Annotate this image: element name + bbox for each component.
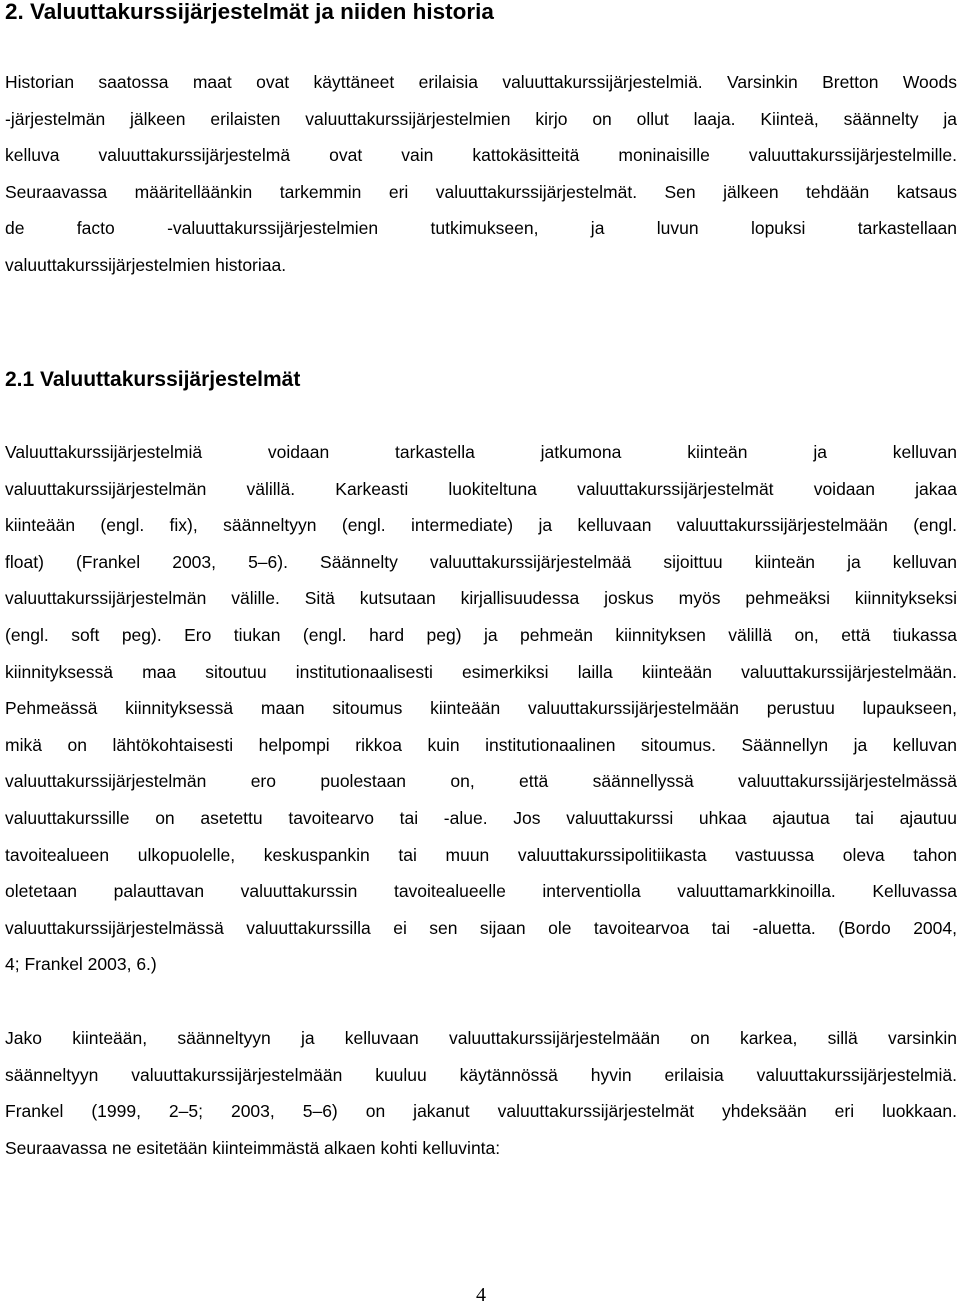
text-line: valuuttakurssijärjestelmien historiaa. [5,254,287,275]
text-line: valuuttakurssijärjestelmän ero puolestaan on, että säännellyssä valuuttakurssijärjestelmässä [5,771,957,792]
text-line: kiinteään (engl. fix), säänneltyyn (engl. intermediate) ja kelluvaan valuuttakurssijärjestelmään (engl. [5,515,957,536]
text-line: tavoitealueen ulkopuolelle, keskuspankin tai muun valuuttakurssipolitiikasta vastuussa oleva tahon [5,844,957,865]
text-line: kelluva valuuttakurssijärjestelmä ovat vain kattokäsitteitä moninaisille valuuttakurssijärjestelmille. [5,145,957,166]
text-line: valuuttakurssijärjestelmän välillä. Karkeasti luokiteltuna valuuttakurssijärjestelmät voidaan jakaa [5,478,957,499]
text-line: säänneltyyn valuuttakurssijärjestelmään kuuluu käytännössä hyvin erilaisia valuuttakurssijärjestelmiä. [5,1064,957,1085]
body-paragraph [5,1020,957,1166]
text-line: float) (Frankel 2003, 5–6). Säännelty valuuttakurssijärjestelmää sijoittuu kiinteän ja kelluvan [5,551,957,572]
text-line: Jako kiinteään, säänneltyyn ja kelluvaan valuuttakurssijärjestelmään on karkea, sillä varsinkin [5,1028,957,1048]
text-line: -järjestelmän jälkeen erilaisten valuuttakurssijärjestelmien kirjo on ollut laaja. Kiinteä, säännelty ja [5,108,957,129]
text-line: valuuttakurssijärjestelmän välille. Sitä kutsutaan kirjallisuudessa joskus myös pehmeäksi kiinnitykseksi [5,588,957,609]
text-line: de facto -valuuttakurssijärjestelmien tutkimukseen, ja luvun lopuksi tarkastellaan [5,218,957,239]
text-line: mikä on lähtökohtaisesti helpompi rikkoa kuin institutionaalinen sitoumus. Säännellyn ja kelluvan [5,734,957,755]
text-line: oletetaan palauttavan valuuttakurssin tavoitealueelle interventiolla valuuttamarkkinoilla. Kelluvassa [5,881,957,902]
text-line: valuuttakurssijärjestelmässä valuuttakurssilla ei sen sijaan ole tavoitearvoa tai -aluetta. (Bordo 2004, [5,917,957,938]
text-line: Historian saatossa maat ovat käyttäneet erilaisia valuuttakurssijärjestelmiä. Varsinkin Bretton Woods [5,72,957,92]
subsection-heading: 2.1 Valuuttakurssijärjestelmät [5,368,301,391]
text-line: Valuuttakurssijärjestelmiä voidaan tarkastella jatkumona kiinteän ja kelluvan [5,442,957,462]
text-line: 4; Frankel 2003, 6.) [5,954,157,975]
text-line: valuuttakurssille on asetettu tavoitearvo tai -alue. Jos valuuttakurssi uhkaa ajautua tai ajautuu [5,807,957,828]
text-line: Frankel (1999, 2–5; 2003, 5–6) on jakanut valuuttakurssijärjestelmät yhdeksään eri luokkaan. [5,1101,957,1122]
text-line: Pehmeässä kiinnityksessä maan sitoumus kiinteään valuuttakurssijärjestelmään perustuu lupaukseen, [5,698,957,719]
intro-paragraph [5,64,957,284]
document-page [5,0,957,1304]
body-paragraph [5,434,957,983]
text-line: Seuraavassa määritelläänkin tarkemmin eri valuuttakurssijärjestelmät. Sen jälkeen tehdään katsaus [5,181,957,202]
section-heading: 2. Valuuttakurssijärjestelmät ja niiden historia [5,0,494,24]
text-line: Seuraavassa ne esitetään kiinteimmästä alkaen kohti kelluvinta: [5,1137,501,1158]
text-line: kiinnityksessä maa sitoutuu institutionaalisesti esimerkiksi lailla kiinteään valuuttakurssijärjestelmään. [5,661,957,682]
page-number: 4 [476,1284,486,1306]
text-line: (engl. soft peg). Ero tiukan (engl. hard peg) ja pehmeän kiinnityksen välillä on, että tiukassa [5,624,957,645]
